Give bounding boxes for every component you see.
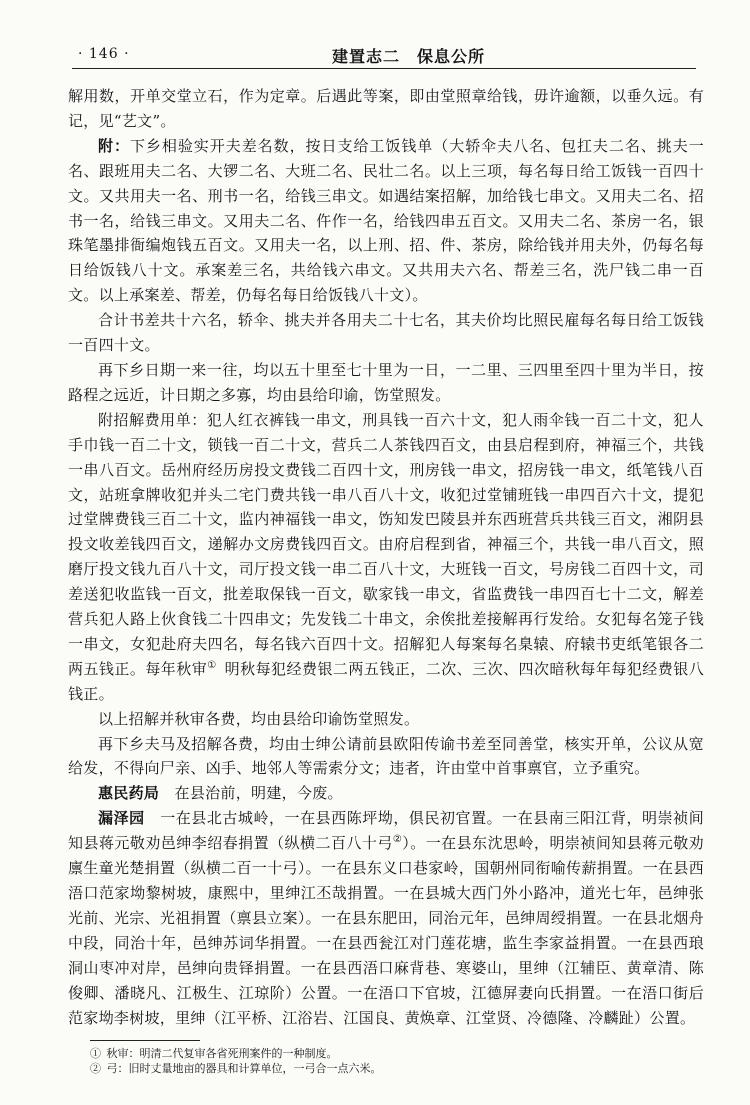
- paragraph-escort-fees: 附招解费用单：犯人红衣裤钱一串文，刑具钱一百六十文，犯人雨伞钱一百二十文，犯人手巾钱一百二十文，锁钱一百二十文，营兵二人茶钱四百文，由县启程到府，神福三个，共钱一串八百文。岳州府经历房投文费钱二百四十文，刑房钱一串文，招房钱一串文，纸笔钱八百文，站班拿牌收犯并头二宅门费共钱一串八百八十文，收犯过堂铺班钱一串四百六十文，提犯过堂牌费钱三百二十文，监内神福钱一串文，饬知发巴陵县并东西班营兵共钱三百文，湘阴县投文收差钱四百文，递解办文房费钱四百文。由府启程到省，神福三个，共钱一串八百文，照磨厅投文钱九百八十文，司厅投文钱一串二百八十文，大班钱一百文，号房钱二百四十文，司差送犯收监钱一百文，批差取保钱一百文，歇家钱一串文，省监费钱一串四百七十二文，解差营兵犯人路上伙食钱二十四串文；先发钱二十串文，余俟批差接解再行发给。女犯每名笼子钱一串文，女犯赴府夫四名，每名钱六百四十文。招解犯人每案每名臬辕、府辕书吏纸笔银各二两五钱正。每年秋审① 明秋每犯经费银二两五钱正，二次、三次、四次暗秋每年每犯经费银八钱正。: [68, 410, 704, 703]
- footnotes: [90, 1046, 690, 1076]
- paragraph-dates: 再下乡日期一来一往，均以五十里至七十里为一日，一二里、三四里至四十里为半日，按路程之远近，计日期之多寡，均由县给印谕，饬堂照发。: [68, 360, 704, 404]
- paragraph-cemetery: 漏泽园 一在县北古城岭，一在县西陈坪坳，俱民初官置。一在县南三阳江背，明崇祯间知县蒋元敬劝邑绅李绍春捐置（纵横二百八十弓②）。一在县东沈思岭，明崇祯间知县蒋元敬劝廪生童光楚捐置（纵横二百一十弓）。一在县东义口巷家岭，国朝州同衔喻传薪捐置。一在县西浯口范家坳黎树坡，康熙中，里绅江丕哉捐置。一在县城大西门外小路冲，道光七年，邑绅张光前、光宗、光祖捐置（禀县立案）。一在县东肥田，同治元年，邑绅周绶捐置。一在县北烟舟中段，同治十年，邑绅苏词华捐置。一在县西瓮江对门莲花塘，监生李家益捐置。一在县西琅洞山枣冲对岸，邑绅向贵铎捐置。一在县西浯口麻背巷、寒婆山，里绅（江辅臣、黄章清、陈俊卿、潘晓凡、江极生、江琼阶）公置。一在浯口下官坡，江德屏妻向氏捐置。一在浯口街后范家坳李树坡，里绅（江平桥、江浴岩、江国良、黄焕章、江堂贤、冷德隆、冷麟趾）公置。: [68, 809, 704, 1027]
- header-rule: [72, 68, 696, 69]
- paragraph-1: 解用数，开单交堂立石，作为定章。后遇此等案，即由堂照章给钱，毋许逾额，以垂久远。有记，见“艺文”。: [68, 87, 704, 130]
- footnote-rule: [90, 1040, 200, 1041]
- paragraph-escort-summary: 以上招解并秋审各费，均由县给印谕饬堂照发。: [98, 709, 420, 728]
- page-number: · 146 ·: [78, 46, 130, 62]
- paragraph-total: 合计书差共十六名，轿伞、挑夫并各用夫二十七名，其夫价均比照民雇每名每日给工饭钱一百四十文。: [68, 311, 704, 355]
- paragraph-appendix-labor: 附：下乡相验实开夫差名数，按日支给工饭钱单（大轿伞夫八名、包扛夫二名、挑夫一名、跟班用夫二名、大锣二名、大班二名、民壮二名。以上三项，每名每日给工饭钱一百四十文。又共用夫一名、刑书一名，给钱三串文。如遇结案招解，加给钱七串文。又用夫二名、招书一名，给钱三串文。又用夫二名、仵作一名，给钱四串五百文。又用夫二名、茶房一名，银珠笔墨排衙编炮钱五百文。又用夫一名，以上刑、招、件、茶房，除给钱并用夫外，仍每名每日给饭钱八十文。承案差三名，共给钱六串文。又共用夫六名、帮差三名，洗尸钱二串一百文。以上承案差、帮差，仍每名每日给饭钱八十文）。: [68, 136, 704, 305]
- page-header: [72, 40, 692, 70]
- footnote-2: ② 弓：旧时丈量地亩的器具和计算单位，一弓合一点六米。: [90, 1062, 382, 1075]
- footnote-ref-1[interactable]: ①: [207, 659, 217, 671]
- footnote-ref-2[interactable]: ②: [392, 834, 403, 846]
- paragraph-pharmacy: 惠民药局 在县治前，明建，今废。: [98, 784, 343, 803]
- paragraph-rules: 再下乡夫马及招解各费，均由士绅公请前县欧阳传谕书差至同善堂，核实开单，公议从宽给发，不得向尸亲、凶手、地邻人等需索分文；违者，许由堂中首事禀官，立予重究。: [68, 734, 704, 778]
- running-title: 建置志二 保息公所: [332, 47, 486, 66]
- page-body: [68, 84, 704, 1030]
- footnote-1: ① 秋审：明清二代复审各省死刑案件的一种制度。: [90, 1047, 338, 1060]
